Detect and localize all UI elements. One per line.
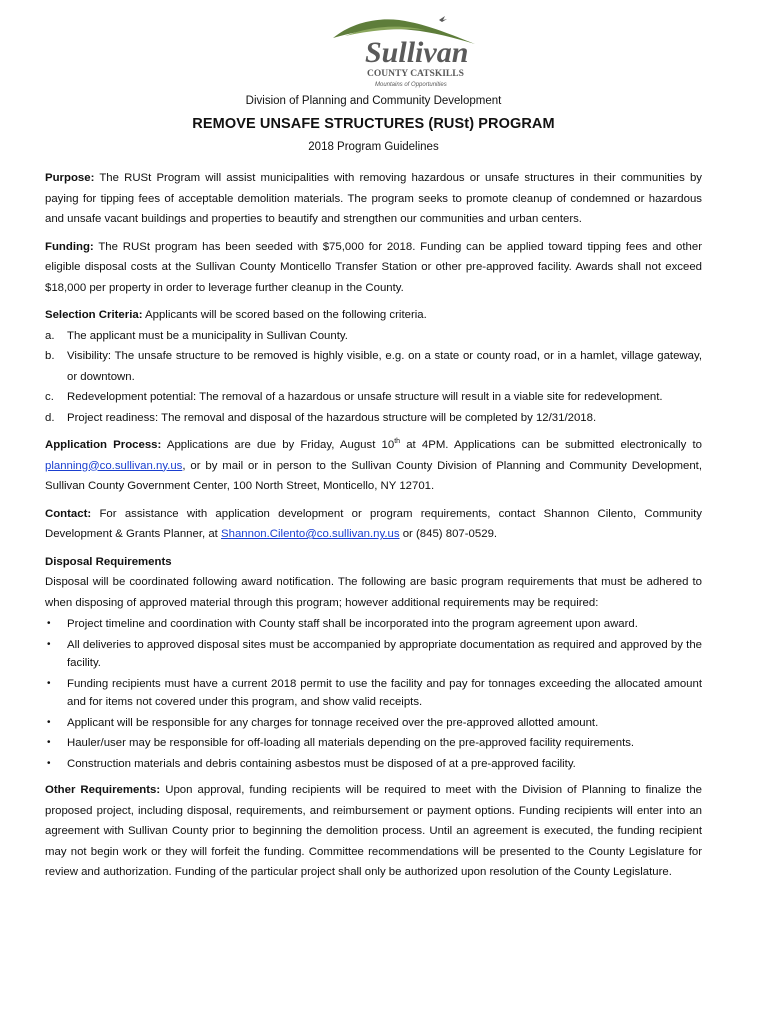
list-item-text: Project timeline and coordination with County staff shall be incorporated into the program agreement upon award. [67,618,638,630]
list-item-text: The applicant must be a municipality in Sullivan County. [67,329,348,342]
list-item [45,755,702,774]
disposal-intro: Disposal will be coordinated following award notification. The following are basic program requirements that must be adhered to when disposing of approved material through this program; however additional requirements may be required: [45,576,702,609]
other-label: Other Requirements: [45,784,161,796]
application-paragraph [45,435,702,497]
application-text-2: at 4PM. Applications can be submitted electronically to [400,439,702,451]
contact-email-link[interactable]: Shannon.Cilento@co.sullivan.ny.us [221,528,400,540]
list-item [45,326,702,347]
contact-text: For assistance with application development or program requirements, contact Shannon Cilento, Community Development & Grants Planner, at [45,507,702,540]
funding-paragraph [45,237,702,299]
list-item [45,408,702,429]
bullet-icon: • [47,757,51,769]
other-requirements-paragraph [45,780,702,883]
bullet-icon: • [47,638,51,650]
page-title: REMOVE UNSAFE STRUCTURES (RUSt) PROGRAM [192,116,555,132]
list-item [45,346,702,387]
purpose-text: The RUSt Program will assist municipalities with removing hazardous or unsafe structures in their communities by paying for tipping fees of acceptable demolition materials. The program seeks to promote cleanup of condemned or hazardous and unsafe vacant buildings and properties to beautify and strengthen our communities and urban centers. [45,172,702,225]
list-item-text: Construction materials and debris containing asbestos must be disposed of at a pre-approved facility. [67,757,576,770]
bird-icon [439,16,447,22]
planning-email-link[interactable]: planning@co.sullivan.ny.us [45,459,183,472]
sullivan-county-logo [315,14,505,92]
list-marker: b. [45,350,55,362]
list-item [45,714,702,733]
application-label: Application Process: [45,439,162,451]
funding-label: Funding: [45,240,94,253]
selection-criteria-list [45,326,702,429]
logo-name: Sullivan [365,36,469,69]
list-marker: c. [45,391,54,403]
list-item [45,734,702,753]
page-subtitle: 2018 Program Guidelines [308,141,439,153]
bullet-icon: • [47,737,51,748]
application-text: Applications are due by Friday, August 10 [161,439,395,451]
list-item-text: Applicant will be responsible for any charges for tonnage received over the pre-approved allotted amount. [67,716,599,729]
bullet-icon: • [47,618,51,629]
contact-label: Contact: [45,507,92,520]
list-item [45,675,702,712]
application-text-3: , or by mail or in person to the Sullivan County Division of Planning and Community Development, Sullivan County Government Center, 100 North Street, Monticello, NY 12701. [45,459,702,492]
list-item-text: Hauler/user may be responsible for off-loading all materials depending on the pre-approved facility requirements. [67,737,635,749]
bullet-icon: • [47,716,51,728]
contact-text-2: or (845) 807-0529. [399,528,498,540]
list-marker: a. [45,329,55,342]
disposal-requirements-list [45,615,702,773]
other-text: Upon approval, funding recipients will be required to meet with the Division of Planning to finalize the proposed project, including disposal, requirements, and reimbursement or payment options. Funding recipients will enter into an agreement with Sullivan County prior to beginning the demolition process. Until an agreement is executed, the funding recipient may not begin work or they will forfeit the funding. Committee recommendations will be presented to the County Legislature for review and authorization. Funding of the particular project shall only be authorized upon resolution of the County Legislature. [45,784,702,878]
division-name: Division of Planning and Community Development [245,95,502,107]
selection-label: Selection Criteria: [45,309,143,321]
disposal-heading: Disposal Requirements [45,555,172,568]
list-item-text: Project readiness: The removal and disposal of the hazardous structure will be completed by 12/31/2018. [67,411,597,424]
list-item-text: All deliveries to approved disposal sites must be accompanied by appropriate documentation as required and approved by the facility. [67,638,702,669]
date-suffix: th [394,438,401,446]
list-item-text: Funding recipients must have a current 2018 permit to use the facility and pay for tonnages exceeding the allocated amount and for items not covered under this program, and show valid receipts. [67,677,702,708]
contact-paragraph [45,504,702,545]
logo-county: COUNTY CATSKILLS [367,69,464,79]
selection-text: Applicants will be scored based on the following criteria. [142,309,427,321]
document-body [45,168,702,890]
funding-text: The RUSt program has been seeded with $75,000 for 2018. Funding can be applied toward tipping fees and other eligible disposal costs at the Sullivan County Monticello Transfer Station or other pre-approved facility. Awards shall not exceed $18,000 per property in order to leverage further cleanup in the County. [45,240,702,294]
list-item [45,615,702,634]
list-item-text: Visibility: The unsafe structure to be removed is highly visible, e.g. on a state or county road, or in a hamlet, village gateway, or downtown. [67,350,702,383]
bullet-icon: • [47,677,51,689]
list-item-text: Redevelopment potential: The removal of a hazardous or unsafe structure will result in a viable site for redevelopment. [67,391,663,403]
list-item [45,636,702,673]
list-marker: d. [45,411,55,424]
logo-graphic [315,14,505,92]
purpose-label: Purpose: [45,172,95,184]
logo-tagline: Mountains of Opportunities [375,82,447,88]
purpose-paragraph [45,168,702,230]
list-item [45,387,702,408]
selection-paragraph [45,305,702,326]
